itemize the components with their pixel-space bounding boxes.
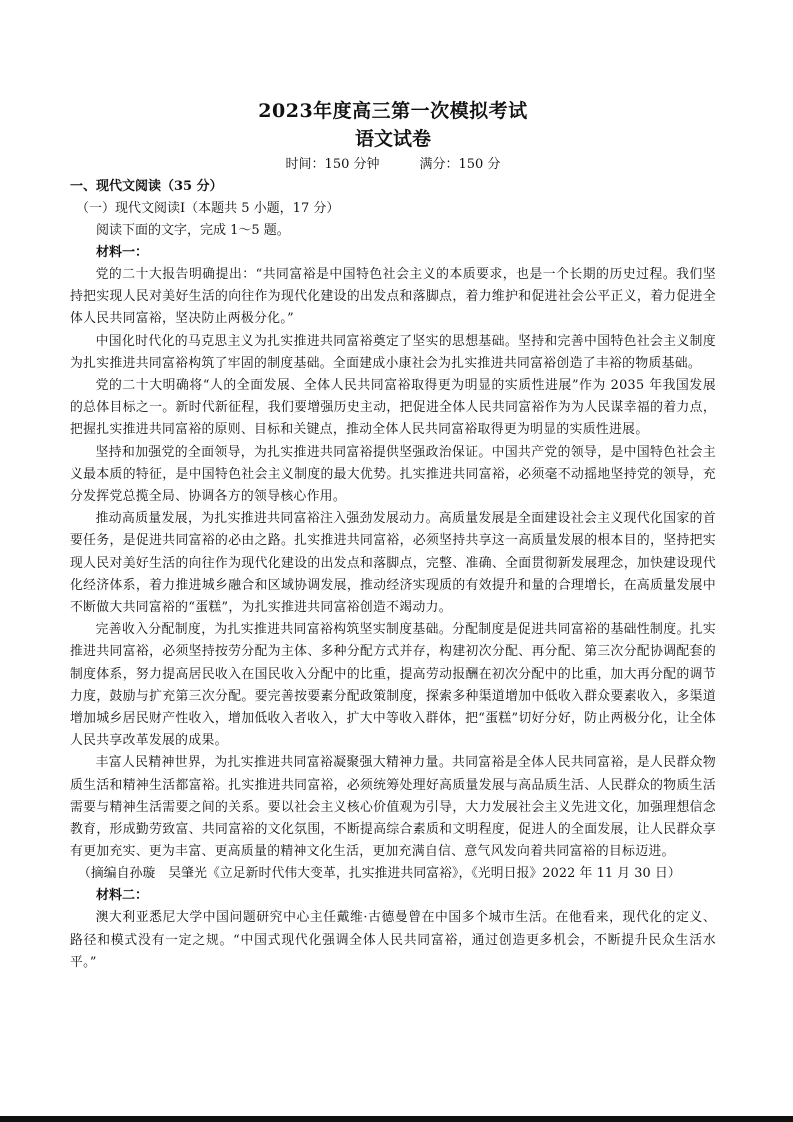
exam-subtitle: 语文试卷 [354,128,431,150]
reading-instruction: 阅读下面的文字，完成 1～5 题。 [96,223,290,238]
material-2-paragraph: 澳大利亚悉尼大学中国问题研究中心主任戴维·古德曼曾在中国多个城市生活。在他看来，现代化的定义、路径和模式没有一定之规。“中国式现代化强调全体人民共同富裕，通过创造更多机会，不断提升民众生活水平。” [70,910,716,970]
exam-score: 满分：150 分 [419,157,501,172]
material-1-paragraph: 党的二十大明确将“人的全面发展、全体人民共同富裕取得更为明显的实质性进展”作为 2035 年我国发展的总体目标之一。新时代新征程，我们要增强历史主动，把促进全体人民共同富裕作为为人民谋幸福的着力点，把握扎实推进共同富裕的原则、目标和关键点，推动全体人民共同富裕取得更为明显的实质性进展。 [70,378,716,438]
material-1-paragraph: 丰富人民精神世界，为扎实推进共同富裕凝聚强大精神力量。共同富裕是全体人民共同富裕，是人民群众物质生活和精神生活都富裕。扎实推进共同富裕，必须统筹处理好高质量发展与高品质生活、人民群众的物质生活需要与精神生活需要之间的关系。要以社会主义核心价值观为引导，大力发展社会主义先进文化，加强理想信念教育，形成勤劳致富、共同富裕的文化氛围，不断提高综合素质和文明程度，促进人的全面发展，让人民群众享有更加充实、更为丰富、更高质量的精神文化生活，更加充满自信、意气风发向着共同富裕的目标迈进。 [70,755,716,860]
material-1-paragraph: 完善收入分配制度，为扎实推进共同富裕构筑坚实制度基础。分配制度是促进共同富裕的基础性制度。扎实推进共同富裕，必须坚持按劳分配为主体、多种分配方式并存，构建初次分配、再分配、第三次分配协调配套的制度体系，努力提高居民收入在国民收入分配中的比重，提高劳动报酬在初次分配中的比重，加大再分配的调节力度，鼓励与扩充第三次分配。要完善按要素分配政策制度，探索多种渠道增加中低收入群众要素收入，多渠道增加城乡居民财产性收入，增加低收入者收入，扩大中等收入群体，把“蛋糕”切好分好，防止两极分化，让全体人民共享改革发展的成果。 [70,622,716,749]
material-1-paragraph: 坚持和加强党的全面领导，为扎实推进共同富裕提供坚强政治保证。中国共产党的领导，是中国特色社会主义最本质的特征，是中国特色社会主义制度的最大优势。扎实推进共同富裕，必须毫不动摇地坚持党的领导，充分发挥党总揽全局、协调各方的领导核心作用。 [70,444,716,505]
material-1-title: 材料一： [96,245,149,260]
section-heading: 一、现代文阅读（35 分） [70,179,223,194]
material-1-paragraph: 中国化时代化的马克思主义为扎实推进共同富裕奠定了坚实的思想基础。坚持和完善中国特色社会主义制度为扎实推进共同富裕构筑了牢固的制度基础。全面建成小康社会为扎实推进共同富裕创造了丰裕的物质基础。 [70,333,716,371]
subsection-heading: （一）现代文阅读Ⅰ（本题共 5 小题，17 分） [76,201,340,216]
exam-title: 2023年度高三第一次模拟考试 [258,100,528,122]
exam-time: 时间：150 分钟 [285,157,380,172]
exam-meta [70,154,716,176]
page-bottom-rule [0,1116,793,1122]
material-1-paragraph: 党的二十大报告明确提出：“共同富裕是中国特色社会主义的本质要求，也是一个长期的历史过程。我们坚持把实现人民对美好生活的向往作为现代化建设的出发点和落脚点，着力维护和促进社会公平正义，着力促进全体人民共同富裕，坚决防止两极分化。” [70,267,716,327]
material-1-source: （摘编自孙璇 吴肇光《立足新时代伟大变革，扎实推进共同富裕》，《光明日报》2022 年 11 月 30 日） [78,866,681,882]
material-2-title: 材料二： [96,888,149,904]
material-1-paragraph: 推动高质量发展，为扎实推进共同富裕注入强劲发展动力。高质量发展是全面建设社会主义现代化国家的首要任务，是促进共同富裕的必由之路。扎实推进共同富裕，必须坚持共享这一高质量发展的根本目的，坚持把实现人民对美好生活的向往作为现代化建设的出发点和落脚点，完整、准确、全面贯彻新发展理念，加快建设现代化经济体系，着力推进城乡融合和区域协调发展，推动经济实现质的有效提升和量的合理增长，在高质量发展中不断做大共同富裕的“蛋糕”，为扎实推进共同富裕创造不竭动力。 [70,511,716,616]
